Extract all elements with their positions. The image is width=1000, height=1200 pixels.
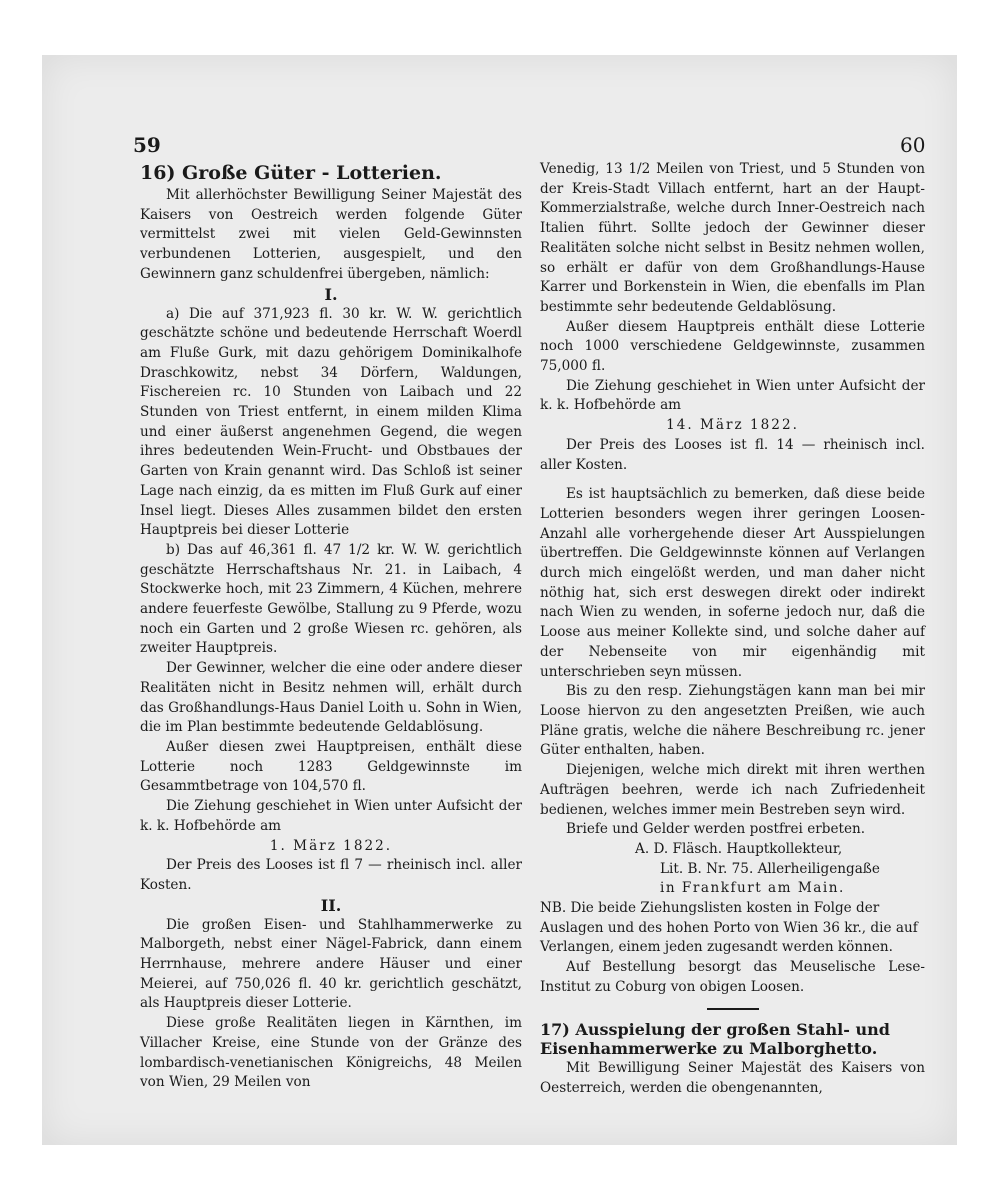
draw-paragraph-2: Die Ziehung geschiehet in Wien unter Aufsicht der k. k. Hofbehörde am [540,377,925,414]
section-heading-16: 16) Große Güter - Lotterien. [140,162,442,184]
price-paragraph: Der Preis des Looses ist fl 7 — rheinisch incl. aller Kosten. [140,857,522,893]
nb-label: NB. [540,900,567,917]
venice-paragraph: Venedig, 13 1/2 Meilen von Triest, und 5 Stunden von der Kreis-Stadt Villach entfernt, hart an der Haupt-Kommerzialstraße, welche durch Inner-Oestreich nach Italien führt. Sollte jedoch der Gewinner dieser Realitäten solche nicht selbst in Besitz nehmen wollen, so erhält er dafür von dem Großhandlungs-Hause Karrer und Borkenstein in Wien, die ebenfalls im Plan bestimmte sehr bedeutende Geldablösung. [540,161,925,315]
intro-paragraph: Mit allerhöchster Bewilligung Seiner Majestät des Kaisers von Oestreich werden folgende Güter vermittelst zwei mit vielen Geld-Gewinnsten verbundenen Lotterien, ausgespielt, und den Gewinnern ganz schuldenfrei übergeben, nämlich: [140,187,522,282]
left-column [140,160,522,1093]
item-a-paragraph: a) Die auf 371,923 fl. 30 kr. W. W. gerichtlich geschätzte schöne und bedeutende Herrschaft Woerdl am Fluße Gurk, mit dazu gehörigem Dominikalhofe Draschkowitz, nebst 34 Dörfern, Waldungen, Fischereien rc. 10 Stunden von Laibach und 22 Stunden von Triest entfernt, in einem milden Klima und einer äußerst angenehmen Gegend, die wegen ihres bedeutenden Wein-Frucht- und Obstbaues der Garten von Krain genannt wird. Das Schloß ist seiner Lage nach einzig, da es mitten im Fluß Gurk auf einer Insel liegt. Dieses Alles zusammen bildet den ersten Hauptpreis bei dieser Lotterie [140,305,522,539]
ironworks-paragraph: Die großen Eisen- und Stahlhammerwerke zu Malborgeth, nebst einer Nägel-Fabrick, dann einem Herrnhause, mehrere andere Häuser und einer Meierei, auf 750,026 fl. 40 kr. gerichtlich geschätzt, als Hauptpreis dieser Lotterie. [140,916,522,1012]
section-heading-17: 17) Ausspielung der großen Stahl- und Eisenhammerwerke zu Malborghetto. [540,1019,890,1059]
note-paragraph: Es ist hauptsächlich zu bemerken, daß diese beide Lotterien besonders wegen ihrer geringen Loosen-Anzahl alle vorhergehende dieser Art Ausspielungen übertreffen. Die Geldgewinnste können auf Verlangen durch mich eingelößt werden, und man daher nicht nöthig hat, sich erst deswegen direkt oder indirekt nach Wien zu wenden, in soferne jedoch nur, daß die Loose aus meiner Kollekte sind, und solche daher auf der Nebenseite von mir eigenhändig mit unterschrieben seyn müssen. [540,486,925,680]
roman-numeral-1: I. [324,284,338,304]
draw-date-1: 1. März 1822. [269,837,393,854]
reading-institute-paragraph: Auf Bestellung besorgt das Meuselische Lese-Institut zu Coburg von obigen Loosen. [540,959,925,995]
main-prize-paragraph: Außer diesem Hauptpreis enthält diese Lotterie noch 1000 verschiedene Geldgewinnste, zusammen 75,000 fl. [540,318,925,375]
signature-line-3: in Frankfurt am Main. [660,880,845,897]
page-number-right: 60 [900,133,926,157]
item-b-paragraph: b) Das auf 46,361 fl. 47 1/2 kr. W. W. gerichtlich geschätzte Herrschaftshaus Nr. 21. in Laibach, 4 Stockwerke hoch, mit 23 Zimmern, 4 Küchen, mehrere andere feuerfeste Gewölbe, Stallung zu 9 Pferde, wozu noch ein Garten und 2 große Wiesen rc. gehören, als zweiter Hauptpreis. [140,541,522,657]
days-paragraph: Bis zu den resp. Ziehungstägen kann man bei mir Loose hiervon zu den angesetzten Preißen, wie auch Pläne gratis, welche die nähere Beschreibung rc. jener Güter enthalten, haben. [540,683,925,759]
prizes-paragraph: Außer diesen zwei Hauptpreisen, enthält diese Lotterie noch 1283 Geldgewinnste im Gesammtbetrage von 104,570 fl. [140,738,522,795]
section-17-paragraph: Mit Bewilligung Seiner Majestät des Kaisers von Oesterreich, werden die obengenannten, [540,1059,925,1096]
signature-line-1: A. D. Fläsch. Hauptkollekteur, [635,840,843,857]
draw-date-2: 14. März 1822. [666,417,799,434]
price-paragraph-2: Der Preis des Looses ist fl. 14 — rheinisch incl. aller Kosten. [540,436,925,473]
section-divider [707,1008,759,1010]
nb-note [540,899,925,958]
signature-line-2: Lit. B. Nr. 75. Allerheiligengaße [660,860,880,877]
roman-numeral-2: II. [320,895,342,915]
nb-text: Die beide Ziehungslisten kosten in Folge der Auslagen und des hohen Porto von Wien 36 kr., die auf Verlangen, einem jeden zugesandt werden können. [540,900,918,956]
paragraph-gap [540,475,925,485]
post-paragraph: Briefe und Gelder werden postfrei erbeten. [566,821,866,838]
winner-paragraph: Der Gewinner, welcher die eine oder andere dieser Realitäten nicht in Besitz nehmen will, erhält durch das Großhandlungs-Haus Daniel Loith u. Sohn in Wien, die im Plan bestimmte bedeutende Geldablösung. [140,660,522,736]
orders-paragraph: Diejenigen, welche mich direkt mit ihren werthen Aufträgen beehren, werde ich nach Zufriedenheit bedienen, welches immer mein Bestreben seyn wird. [540,762,925,818]
page-number-left: 59 [133,133,161,157]
draw-paragraph: Die Ziehung geschiehet in Wien unter Aufsicht der k. k. Hofbehörde am [140,798,522,834]
realities-paragraph: Diese große Realitäten liegen in Kärnthen, im Villacher Kreise, eine Stunde von der Gränze des lombardisch-venetianischen Königreichs, 48 Meilen von Wien, 29 Meilen von [140,1015,522,1091]
right-column [540,160,925,1098]
